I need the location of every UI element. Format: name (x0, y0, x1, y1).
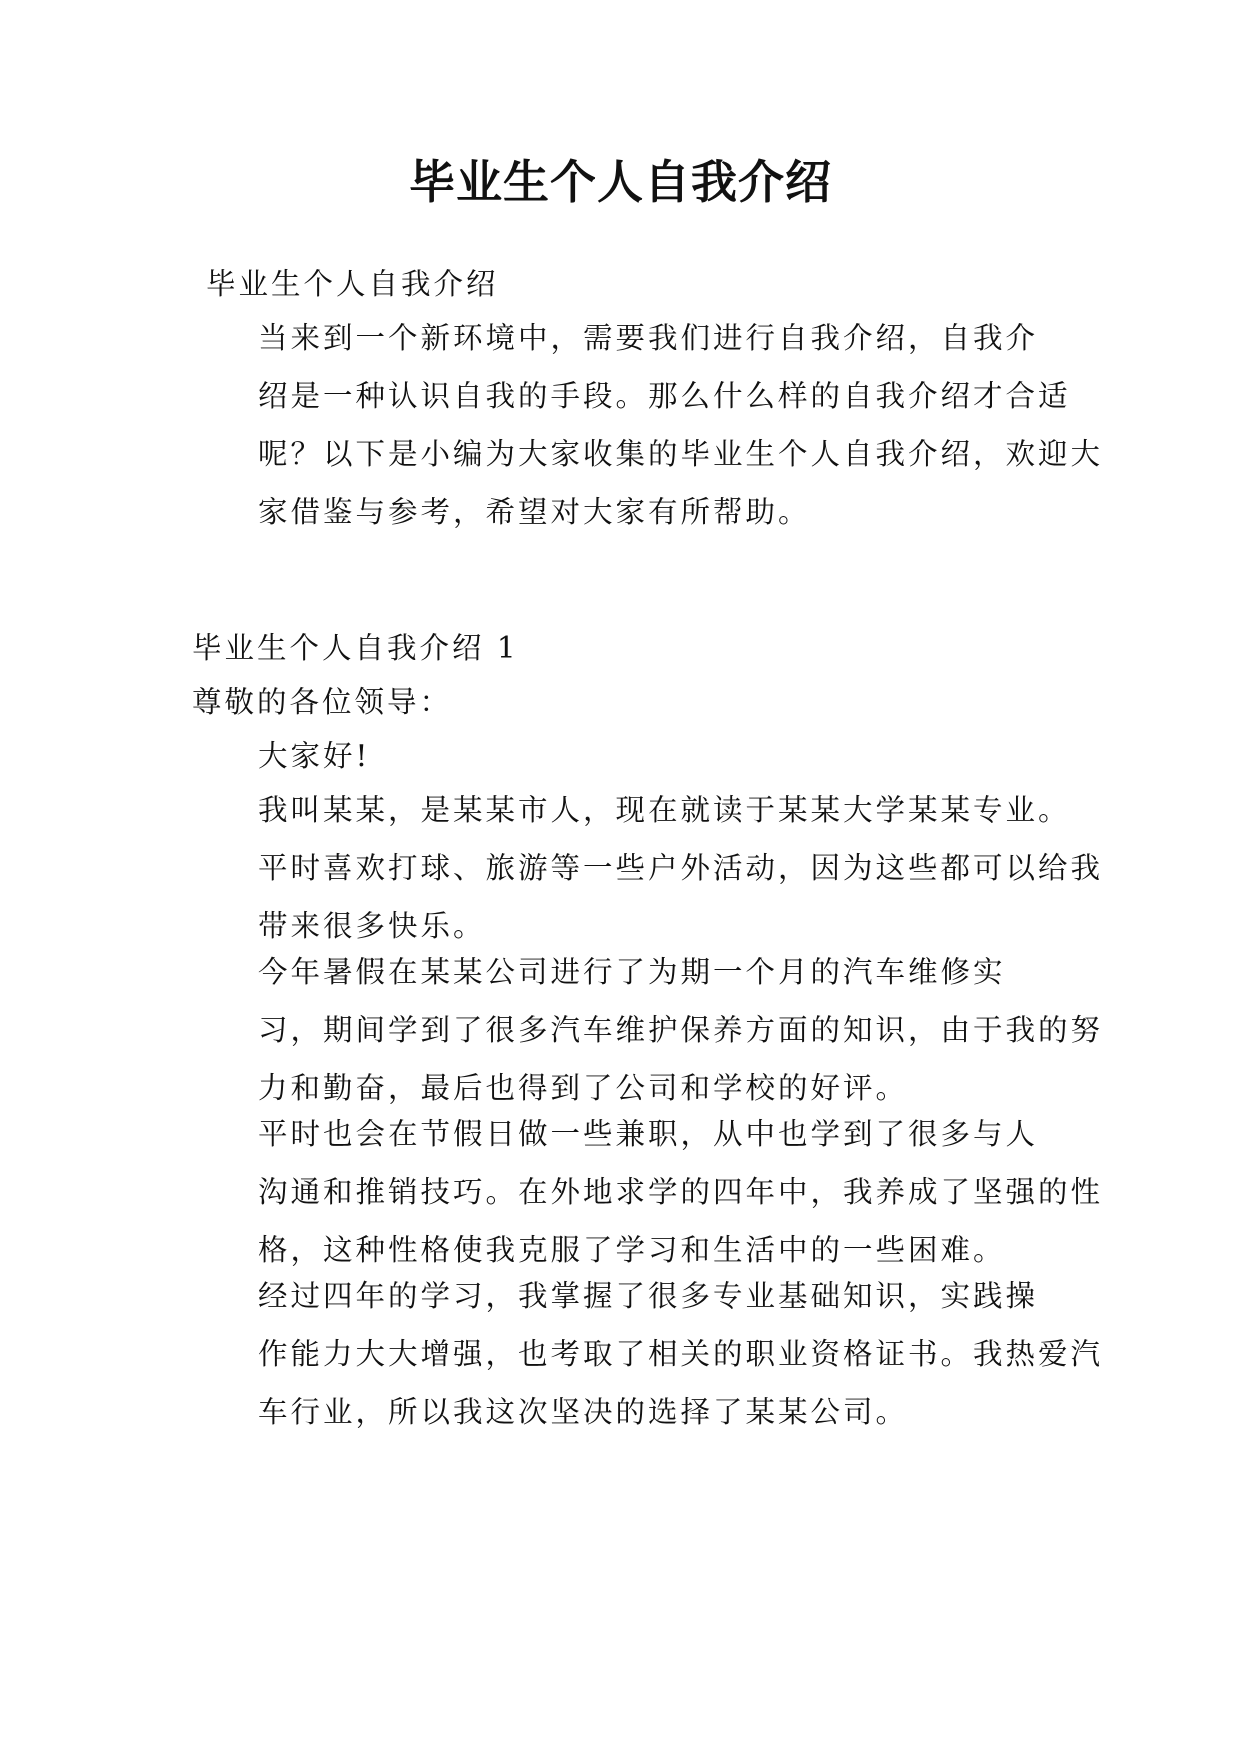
intro-line: 呢？以下是小编为大家收集的毕业生个人自我介绍，欢迎大 (258, 437, 1104, 471)
intro-line: 家借鉴与参考，希望对大家有所帮助。 (258, 495, 811, 529)
paragraph-line: 平时喜欢打球、旅游等一些户外活动，因为这些都可以给我 (258, 851, 1104, 885)
paragraph-line: 作能力大大增强，也考取了相关的职业资格证书。我热爱汽 (258, 1337, 1104, 1371)
document-title: 毕业生个人自我介绍 (409, 155, 832, 209)
paragraph-line: 带来很多快乐。 (258, 909, 486, 943)
body-paragraph (192, 1105, 1104, 1279)
intro-line: 当来到一个新环境中，需要我们进行自我介绍，自我介 (258, 321, 1039, 355)
paragraph-line: 我叫某某，是某某市人，现在就读于某某大学某某专业。 (258, 793, 1071, 827)
body-paragraph (192, 781, 1104, 955)
paragraph-line: 力和勤奋，最后也得到了公司和学校的好评。 (258, 1071, 909, 1105)
section-heading: 毕业生个人自我介绍 1 (192, 631, 519, 665)
intro-paragraph (192, 309, 1104, 541)
document-subtitle: 毕业生个人自我介绍 (206, 267, 499, 301)
salutation: 尊敬的各位领导： (192, 685, 453, 719)
paragraph-line: 今年暑假在某某公司进行了为期一个月的汽车维修实 (258, 955, 1006, 989)
paragraph-line: 车行业，所以我这次坚决的选择了某某公司。 (258, 1395, 909, 1429)
greeting: 大家好! (258, 739, 371, 773)
intro-line: 绍是一种认识自我的手段。那么什么样的自我介绍才合适 (258, 379, 1071, 413)
paragraph-line: 沟通和推销技巧。在外地求学的四年中，我养成了坚强的性 (258, 1175, 1104, 1209)
paragraph-line: 习，期间学到了很多汽车维护保养方面的知识，由于我的努 (258, 1013, 1104, 1047)
paragraph-line: 格，这种性格使我克服了学习和生活中的一些困难。 (258, 1233, 1006, 1267)
paragraph-line: 平时也会在节假日做一些兼职，从中也学到了很多与人 (258, 1117, 1039, 1151)
body-paragraph (192, 943, 1104, 1117)
body-paragraph (192, 1267, 1104, 1441)
paragraph-line: 经过四年的学习，我掌握了很多专业基础知识，实践操 (258, 1279, 1039, 1313)
